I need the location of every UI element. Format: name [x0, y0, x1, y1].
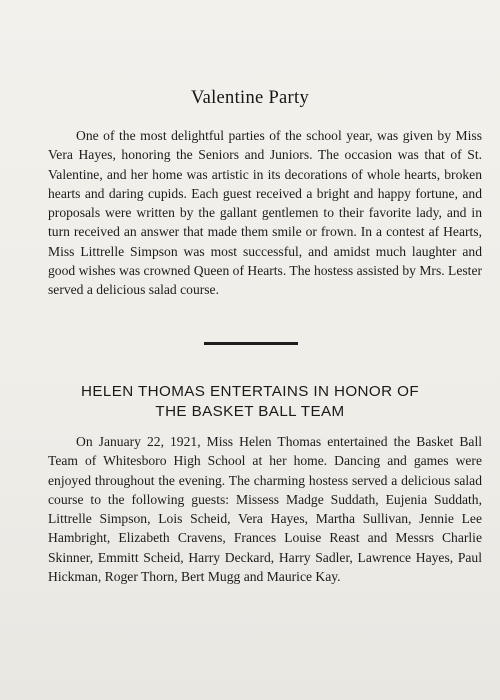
article-body-valentine-party: One of the most delightful parties of the school year, was given by Miss Vera Hayes, honoring the Seniors and Juniors. The occasion was that of St. Valentine, and her home was artistic in its decorations of whole hearts, broken hearts and daring cupids. Each guest received a bright and happy fortune, and proposals were written by the gallant gentlemen to their favorite lady, and in turn received an answer that made them smile or frown. In a contest af Hearts, Miss Littrelle Simpson was most successful, and amidst much laughter and good wishes was crowned Queen of Hearts. The hostess assisted by Mrs. Lester served a delicious salad course.	[48, 128, 482, 298]
article-title-valentine-party: Valentine Party	[190, 88, 310, 108]
article-body-basketball-party: On January 22, 1921, Miss Helen Thomas entertained the Basket Ball Team of Whitesboro High School at her home. Dancing and games were enjoyed throughout the evening. The charming hostess served a delicious salad course to the following guests: Missess Madge Suddath, Eujenia Suddath, Littrelle Simpson, Lois Scheid, Vera Hayes, Martha Sullivan, Jennie Lee Hambright, Elizabeth Cravens, Frances Louise Reast and Messrs Charlie Skinner, Emmitt Scheid, Harry Deckard, Harry Sadler, Lawrence Hayes, Paul Hickman, Roger Thorn, Bert Mugg and Maurice Kay.	[48, 434, 482, 585]
section-divider	[204, 342, 298, 345]
article-heading-line-2: THE BASKET BALL TEAM	[155, 403, 345, 420]
article-heading-line-1: HELEN THOMAS ENTERTAINS IN HONOR OF	[80, 383, 420, 400]
